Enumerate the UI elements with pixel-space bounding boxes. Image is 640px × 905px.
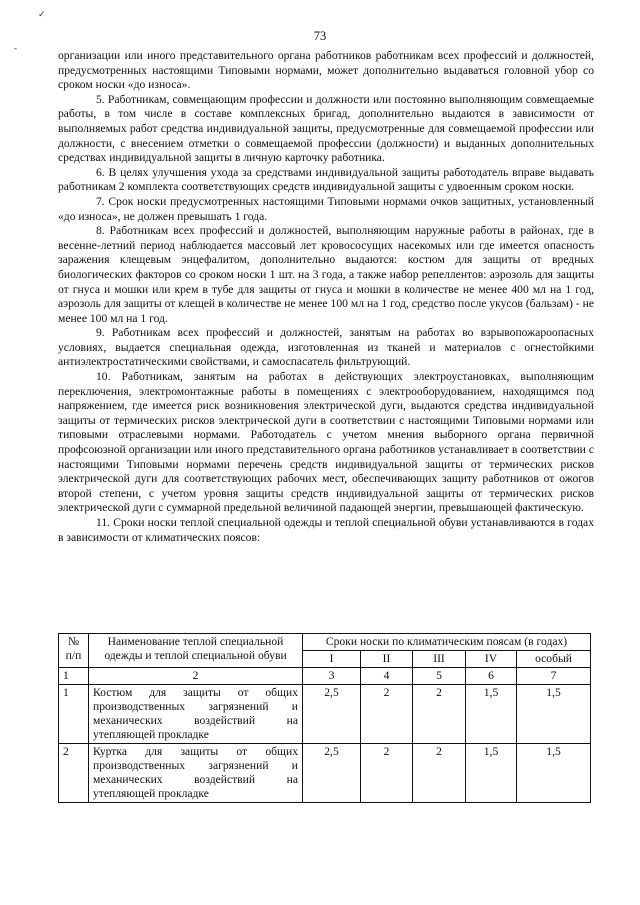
row-value-zone-special: 1,5 xyxy=(517,744,591,803)
paragraph-continuation: организации или иного представительного органа работников работникам всех профессий и должностей, предусмотренных настоящими Типовыми нормами, может дополнительно выдаваться головной убор со сроком носки «до износа». xyxy=(58,49,594,92)
paragraph-7: 7. Срок носки предусмотренных настоящими Типовыми нормами очков защитных, установленный «до износа», не должен превышать 1 года. xyxy=(58,194,594,223)
paragraph-6: 6. В целях улучшения ухода за средствами индивидуальной защиты работодатель вправе выдавать работникам 2 комплекта соответствующих средств индивидуальной защиты с удвоенным сроком носки. xyxy=(58,165,594,194)
paragraph-10: 10. Работникам, занятым на работах в действующих электроустановках, выполняющим переключения, электромонтажные работы в помещениях с электрооборудованием, находящимся под напряжением, где имеется риск возникновения электрической дуги, выдаются средства индивидуальной защиты от термических рисков электрической дуги в соответствии с настоящими Типовыми нормами или типовыми отраслевыми нормами. Работодатель с учетом мнения выборного органа первичной профсоюзной организации или иного представительного органа работников устанавливает в соответствии с настоящими Типовыми нормами перечень средств индивидуальной защиты от термических рисков электрической дуги для соответствующих рабочих мест, обеспечивающих защиту работников от ожогов второй степени, с учетом уровня защиты средств индивидуальной защиты от термических рисков электрической дуги с суммарной предельной величиной падающей энергии, превышающей фактическую. xyxy=(58,370,594,515)
header-zone-3: III xyxy=(413,651,466,668)
margin-check-mark: ✓ xyxy=(38,9,46,19)
index-cell: 4 xyxy=(361,668,413,685)
row-value-zone-4: 1,5 xyxy=(466,744,517,803)
table-index-row xyxy=(59,668,591,685)
margin-dash-mark: - xyxy=(14,43,17,53)
row-value-zone-2: 2 xyxy=(361,744,413,803)
header-zone-4: IV xyxy=(466,651,517,668)
paragraph-9: 9. Работникам всех профессий и должностей, занятым на работах во взрывопожароопасных условиях, выдается специальная одежда, изготовленная из тканей и материалов с огнестойкими антиэлектростатическими свойствами, и самоспасатель фильтрующий. xyxy=(58,326,594,369)
table-row xyxy=(59,685,591,744)
row-value-zone-1: 2,5 xyxy=(303,685,361,744)
index-cell: 5 xyxy=(413,668,466,685)
row-value-zone-1: 2,5 xyxy=(303,744,361,803)
climate-zone-table xyxy=(58,633,591,803)
index-cell: 6 xyxy=(466,668,517,685)
table-header-row xyxy=(59,634,591,651)
row-num: 2 xyxy=(59,744,89,803)
row-item-name: Куртка для защиты от общих производственных загрязнений и механических воздействий на утепляющей прокладке xyxy=(89,744,303,803)
index-cell: 7 xyxy=(517,668,591,685)
index-cell: 1 xyxy=(59,668,89,685)
header-zone-2: II xyxy=(361,651,413,668)
page-number: 73 xyxy=(313,29,327,43)
header-zone-special: особый xyxy=(517,651,591,668)
paragraph-11: 11. Сроки носки теплой специальной одежды и теплой специальной обуви устанавливаются в годах в зависимости от климатических поясов: xyxy=(58,516,594,544)
paragraph-8: 8. Работникам всех профессий и должностей, выполняющим наружные работы в районах, где в весенне-летний период наблюдается массовый лет кровососущих насекомых или где имеется опасность заражения клещевым энцефалитом, дополнительно выдаются: костюм для защиты от вредных биологических факторов со сроком носки 1 шт. на 3 года, а также набор репеллентов: аэрозоль для защиты от гнуса и мошки или крем в тубе для защиты от гнуса и мошки в количестве не менее 400 мл на 1 год, аэрозоль для защиты от клещей в количестве не менее 100 мл на 1 год, средство после укусов (бальзам) - не менее 100 мл на 1 год. xyxy=(58,224,594,325)
row-value-zone-special: 1,5 xyxy=(517,685,591,744)
row-num: 1 xyxy=(59,685,89,744)
paragraph-5: 5. Работникам, совмещающим профессии и должности или постоянно выполняющим совмещаемые работы, в том числе в составе комплексных бригад, дополнительно выдаются в зависимости от выполняемых работ средства индивидуальной защиты, предусмотренные для совмещаемой профессии или должности, с внесением отметки о совмещаемой профессии (должности) и выданных дополнительных средствах индивидуальной защиты в личную карточку работника. xyxy=(58,92,594,165)
row-item-name: Костюм для защиты от общих производственных загрязнений и механических воздействий на утепляющей прокладке xyxy=(89,685,303,744)
document-body xyxy=(58,49,594,545)
index-cell: 3 xyxy=(303,668,361,685)
header-zone-1: I xyxy=(303,651,361,668)
table-row xyxy=(59,744,591,803)
header-terms-group: Сроки носки по климатическим поясам (в годах) xyxy=(303,634,591,651)
header-num: № п/п xyxy=(59,634,89,668)
row-value-zone-3: 2 xyxy=(413,685,466,744)
index-cell: 2 xyxy=(89,668,303,685)
row-value-zone-3: 2 xyxy=(413,744,466,803)
row-value-zone-4: 1,5 xyxy=(466,685,517,744)
header-item-name: Наименование теплой специальной одежды и теплой специальной обуви xyxy=(89,634,303,668)
row-value-zone-2: 2 xyxy=(361,685,413,744)
